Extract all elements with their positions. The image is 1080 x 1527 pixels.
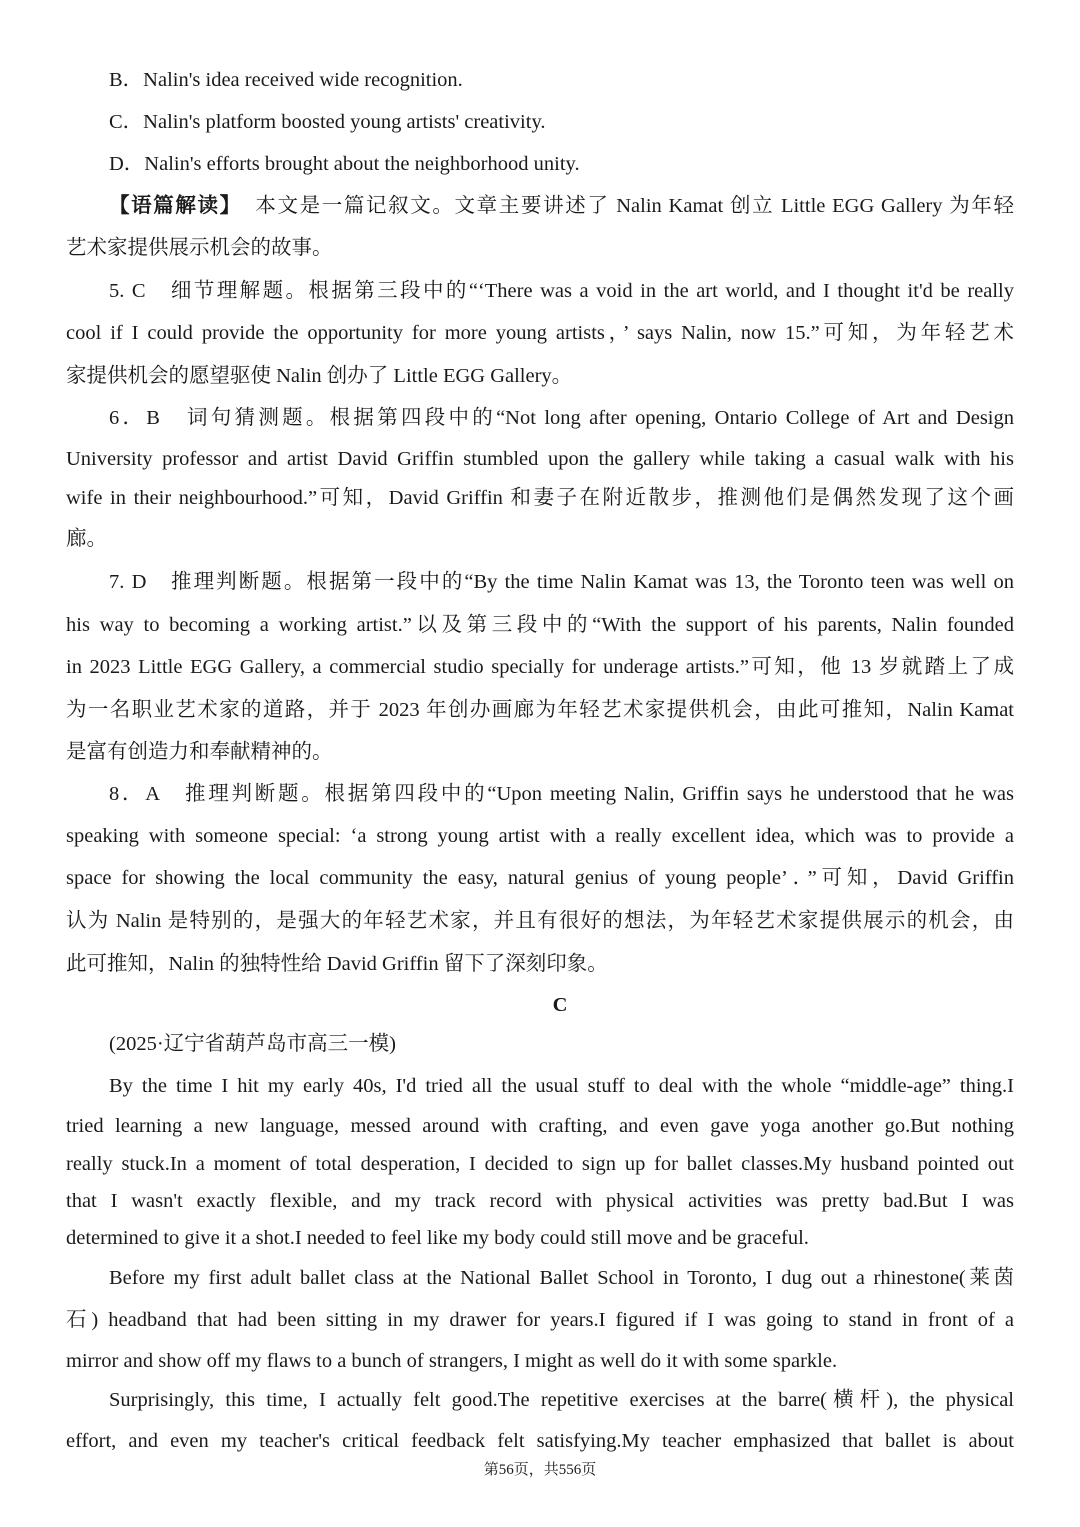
passage-para-2-line-1: Before my first adult ballet class at the National Ballet School in Toronto, I dug out a rhinestone(莱茵 xyxy=(109,1267,1014,1289)
analysis-heading: 【语篇解读】 xyxy=(109,195,242,217)
answer-7-line-3: in 2023 Little EGG Gallery, a commercial studio specially for underage artists.”可知，他 13 岁就踏上了成 xyxy=(66,656,1014,678)
analysis-line-2: 艺术家提供展示机会的故事。 xyxy=(66,237,333,259)
page-number: 第56页，共556页 xyxy=(483,1462,597,1478)
answer-7-line-2: his way to becoming a working artist.”以及第三段中的“With the support of his parents, Nalin founded xyxy=(66,614,1014,636)
passage-para-3-line-1: Surprisingly, this time, I actually felt good.The repetitive exercises at the barre(横杆), the physical xyxy=(109,1389,1014,1411)
passage-para-2-line-3: mirror and show off my flaws to a bunch of strangers, I might as well do it with some sparkle. xyxy=(66,1350,838,1372)
passage-para-1-line-2: tried learning a new language, messed around with crafting, and even gave yoga another go.But nothing xyxy=(66,1115,1014,1137)
answer-6-line-1: 6．B 词句猜测题。根据第四段中的“Not long after opening, Ontario College of Art and Design xyxy=(109,407,1014,429)
answer-6-line-2: University professor and artist David Griffin stumbled upon the gallery while taking a casual walk with his xyxy=(66,448,1014,470)
passage-para-1-line-5: determined to give it a shot.I needed to feel like my body could still move and be graceful. xyxy=(66,1227,809,1249)
answer-7-line-4: 为一名职业艺术家的道路，并于 2023 年创办画廊为年轻艺术家提供机会，由此可推知，Nalin Kamat xyxy=(66,699,1014,721)
passage-para-3-line-2: effort, and even my teacher's critical feedback felt satisfying.My teacher emphasized that ballet is about xyxy=(66,1430,1014,1452)
answer-5-line-1: 5. C 细节理解题。根据第三段中的“‘There was a void in the art world, and I thought it'd be really xyxy=(109,280,1014,302)
answer-5-line-2: cool if I could provide the opportunity for more young artists，’ says Nalin, now 15.”可知，为年轻艺术 xyxy=(66,322,1014,344)
answer-8-line-1: 8．A 推理判断题。根据第四段中的“Upon meeting Nalin, Griffin says he understood that he was xyxy=(109,783,1014,805)
option-d: D．Nalin's efforts brought about the neighborhood unity. xyxy=(109,153,580,175)
answer-8-line-2: speaking with someone special: ‘a strong young artist with a really excellent idea, which was to provide a xyxy=(66,825,1014,847)
passage-para-2-line-2: 石) headband that had been sitting in my drawer for years.I figured if I was going to stand in front of a xyxy=(66,1309,1014,1331)
option-c: C．Nalin's platform boosted young artists' creativity. xyxy=(109,111,546,133)
answer-7-line-1: 7. D 推理判断题。根据第一段中的“By the time Nalin Kamat was 13, the Toronto teen was well on xyxy=(109,571,1014,593)
passage-para-1-line-3: really stuck.In a moment of total desperation, I decided to sign up for ballet classes.My husband pointed out xyxy=(66,1153,1014,1175)
analysis-line-1 xyxy=(109,192,1014,220)
answer-8-line-5: 此可推知，Nalin 的独特性给 David Griffin 留下了深刻印象。 xyxy=(66,953,608,975)
analysis-text: 本文是一篇记叙文。文章主要讲述了 Nalin Kamat 创立 Little EGG Gallery 为年轻 xyxy=(255,195,1015,217)
passage-para-1-line-4: that I wasn't exactly flexible, and my track record with physical activities was pretty bad.But I was xyxy=(66,1190,1014,1212)
answer-6-line-3: wife in their neighbourhood.”可知，David Griffin 和妻子在附近散步，推测他们是偶然发现了这个画 xyxy=(66,487,1014,509)
answer-8-line-3: space for showing the local community the easy, natural genius of young people’．”可知，David Griffin xyxy=(66,867,1014,889)
answer-7-line-5: 是富有创造力和奉献精神的。 xyxy=(66,741,333,763)
passage-para-1-line-1: By the time I hit my early 40s, I'd tried all the usual stuff to deal with the whole “middle-age” thing.I xyxy=(109,1075,1014,1097)
answer-5-line-3: 家提供机会的愿望驱使 Nalin 创办了 Little EGG Gallery。 xyxy=(66,365,573,387)
passage-source: (2025·辽宁省葫芦岛市高三一模) xyxy=(109,1033,396,1055)
answer-6-line-4: 廊。 xyxy=(66,528,107,550)
option-b: B．Nalin's idea received wide recognition. xyxy=(109,69,463,91)
section-heading: C xyxy=(552,994,568,1016)
answer-8-line-4: 认为 Nalin 是特别的，是强大的年轻艺术家，并且有很好的想法，为年轻艺术家提供展示的机会，由 xyxy=(66,910,1014,932)
